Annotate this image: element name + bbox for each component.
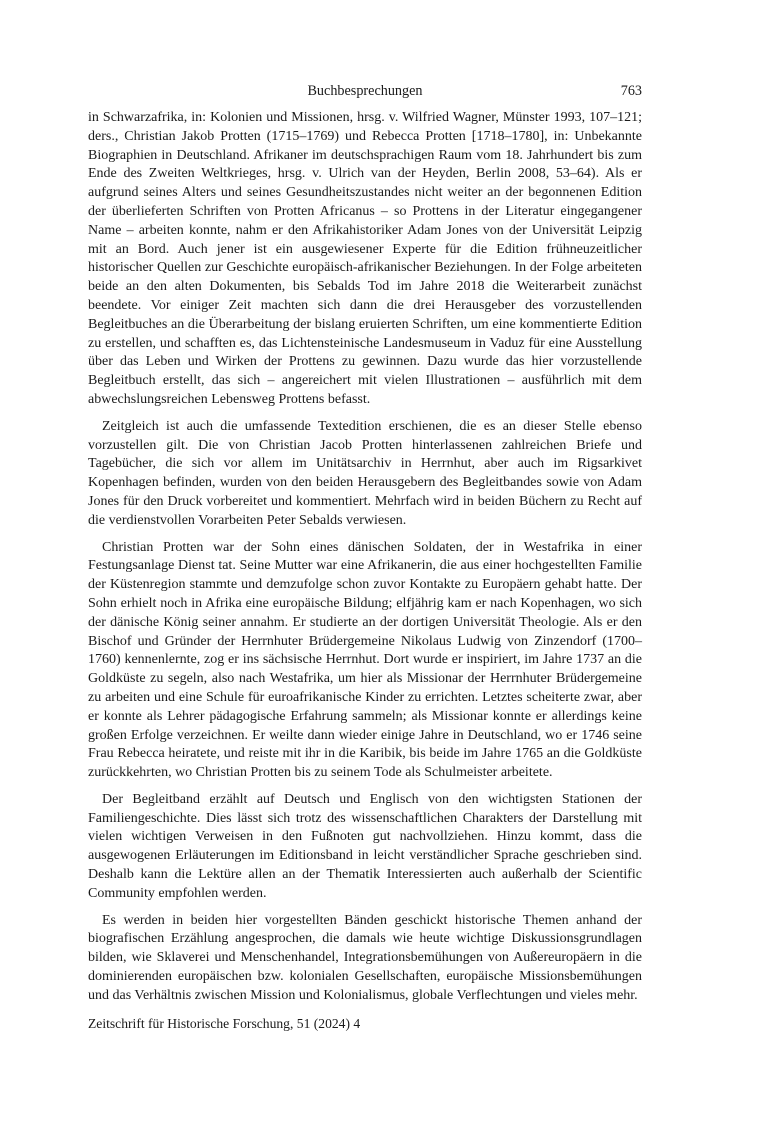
running-head xyxy=(88,80,642,102)
paragraph: Zeitgleich ist auch die umfassende Textedition erschienen, die es an dieser Stelle ebenso vorzustellen gilt. Die von Christian Jacob Protten hinterlassenen zahlreichen Briefe und Tagebücher, die sich vor allem im Unitätsarchiv in Herrnhut, aber auch im Rigsarkivet Kopenhagen befinden, wurden von den beiden Herausgebern des Begleitbandes sowie von Adam Jones für den Druck vorbereitet und kommentiert. Mehrfach wird in beiden Büchern zu Recht auf die verdienstvollen Vorarbeiten Peter Sebalds verwiesen. xyxy=(88,418,642,528)
paragraph: Es werden in beiden hier vorgestellten Bänden geschickt historische Themen anhand der biografischen Erzählung angesprochen, die damals wie heute wichtige Diskussionsgrundlagen bilden, wie Sklaverei und Menschenhandel, Integrationsbemühungen von Außereuropäern in die dominierenden europäischen bzw. kolonialen Gesellschaften, europäische Missionsbemühungen und das Verhältnis zwischen Mission und Kolonialismus, globale Verflechtungen und vieles mehr. xyxy=(88,912,642,1003)
body-text xyxy=(88,109,642,1006)
page-number: 763 xyxy=(620,83,642,99)
paragraph: Christian Protten war der Sohn eines dänischen Soldaten, der in Westafrika in einer Festungsanlage Dienst tat. Seine Mutter war eine Afrikanerin, die aus einer hochgestellten Familie der Küstenregion stammte und demzufolge schon zuvor Kontakte zu Europäern gehabt hatte. Der Sohn erhielt noch in Afrika eine europäische Bildung; elfjährig kam er nach Kopenhagen, wo sich der dänische König seiner annahm. Er studierte an der dortigen Universität Theologie. Als er den Bischof und Gründer der Herrnhuter Brüdergemeine Nikolaus Ludwig von Zinzendorf (1700–1760) kennenlernte, zog er ins sächsische Herrnhut. Dort wurde er inspiriert, im Jahre 1737 an die Goldküste zu segeln, also nach Westafrika, um hier als Missionar der Herrnhuter Brüdergemeine zu arbeiten und eine Schule für euroafrikanische Kinder zu errichten. Letztes scheiterte zwar, aber er konnte als Lehrer pädagogische Erfahrung sammeln; als Missionar konnte er allerdings keine großen Erfolge verzeichnen. Er weilte dann wieder einige Jahre in Deutschland, wo er 1746 seine Frau Rebecca heiratete, und reiste mit ihr in die Karibik, bis beide im Jahre 1765 an die Goldküste zurückkehrten, wo Christian Protten bis zu seinem Tode als Schulmeister arbeitete. xyxy=(88,539,642,781)
page xyxy=(88,80,642,1090)
paragraph-continued: in Schwarzafrika, in: Kolonien und Missionen, hrsg. v. Wilfried Wagner, Münster 1993, 107–121; ders., Christian Jakob Protten (1715–1769) und Rebecca Protten [1718–1780], in: Unbekannte Biographien in Deutschland. Afrikaner im deutschsprachigen Raum vom 18. Jahrhundert bis zum Ende des Zweiten Weltkrieges, hrsg. v. Ulrich van der Heyden, Berlin 2008, 53–64). Als er aufgrund seines Alters und seines Gesundheitszustandes nicht weiter an der begonnenen Edition der überlieferten Schriften von Protten Africanus – so Prottens in der Literatur eingegangener Name – arbeiten konnte, nahm er den Afrikahistoriker Adam Jones von der Universität Leipzig mit an Bord. Auch jener ist ein ausgewiesener Experte für die Edition frühneuzeitlicher historischer Quellen zur Geschichte europäisch-afrikanischer Beziehungen. In der Folge arbeiteten beide an den alten Dokumenten, bis Sebalds Tod im Jahre 2018 die Weiterarbeit zunächst beendete. Vor einiger Zeit machten sich dann die drei Herausgeber des vorzustellenden Begleitbuches an die Überarbeitung der bislang eruierten Schriften, um eine kommentierte Edition zu erstellen, und schafften es, das Lichtensteinische Landesmuseum in Vaduz für eine Ausstellung über das Leben und Wirken der Prottens zu gewinnen. Dazu wurde das hier vorzustellende Begleitbuch erstellt, das sich – angereichert mit vielen Illustrationen – ausführlich mit dem abwechslungsreichen Lebensweg Prottens befasst. xyxy=(88,110,642,407)
journal-footer: Zeitschrift für Historische Forschung, 51 (2024) 4 xyxy=(88,1016,361,1031)
running-title: Buchbesprechungen xyxy=(307,83,423,99)
paragraph: Der Begleitband erzählt auf Deutsch und Englisch von den wichtigsten Stationen der Familiengeschichte. Dies lässt sich trotz des wissenschaftlichen Charakters der Darstellung mit vielen wichtigen Verweisen in den Fußnoten gut nachvollziehen. Hinzu kommt, dass die ausgewogenen Erläuterungen im Editionsband in leicht verständlicher Sprache geschrieben sind. Deshalb kann die Lektüre allen an der Thematik Interessierten auch außerhalb der Scientific Community empfohlen werden. xyxy=(88,791,642,901)
